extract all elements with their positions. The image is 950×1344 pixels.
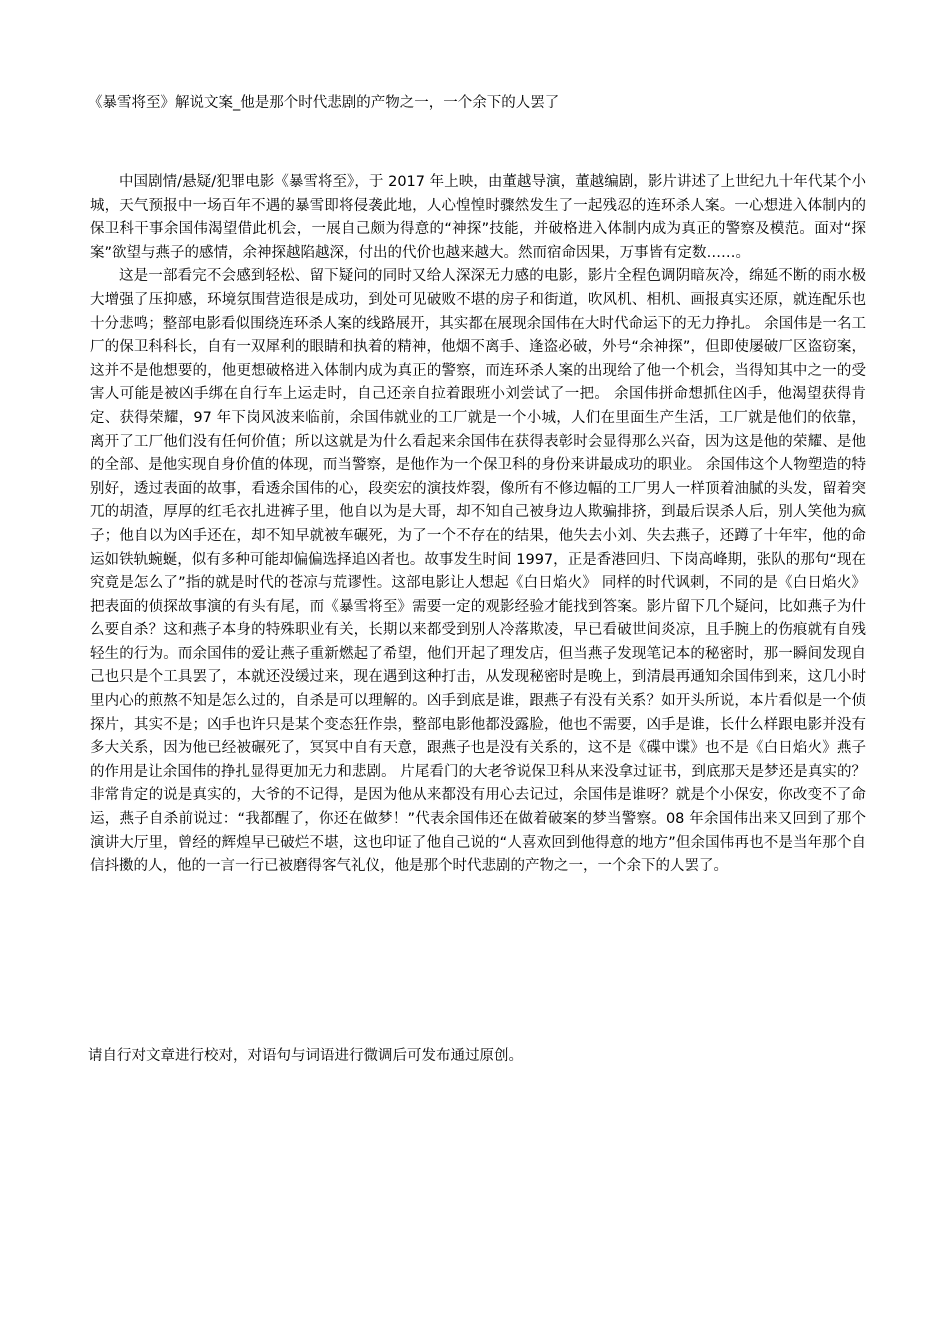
article-paragraph-review: 这是一部看完不会感到轻松、留下疑问的同时又给人深深无力感的电影，影片全程色调阴暗灰冷，绵延不断的雨水极大增强了压抑感，环境氛围营造很是成功，到处可见破败不堪的房子和街道，吹风机、相机、画报真实还原，就连配乐也十分悲鸣；整部电影看似围绕连环杀人案的线路展开，其实都在展现余国伟在大时代命运下的无力挣扎。 余国伟是一名工厂的保卫科科长，自有一双犀利的眼睛和执着的精神，他烟不离手、逢盗必破，外号“余神探”，但即使屡破厂区盗窃案，这并不是他想要的，他更想破格进入体制内成为真正的警察，而连环杀人案的出现给了他一个机会，当得知其中之一的受害人可能是被凶手绑在自行车上运走时，自己还亲自拉着跟班小刘尝试了一把。 余国伟拼命想抓住凶手，他渴望获得肯定、获得荣耀，97 年下岗风波来临前，余国伟就业的工厂就是一个小城，人们在里面生产生活，工厂就是他们的依靠，离开了工厂他们没有任何价值；所以这就是为什么看起来余国伟在获得表彰时会显得那么兴奋，因为这是他的荣耀、是他的全部、是他实现自身价值的体现，而当警察，是他作为一个保卫科的身份来讲最成功的职业。 余国伟这个人物塑造的特别好，透过表面的故事，看透余国伟的心，段奕宏的演技炸裂，像所有不修边幅的工厂男人一样顶着油腻的头发，留着突兀的胡渣，厚厚的红毛衣扎进裤子里，他自以为是大哥，却不知自己被身边人欺骗排挤，到最后误杀人后，别人笑他为疯子；他自以为凶手还在，却不知早就被车碾死，为了一个不存在的结果，他失去小刘、失去燕子，还蹲了十年牢，他的命运如铁轨蜿蜒，似有多种可能却偏偏选择追凶者也。故事发生时间 1997，正是香港回归、下岗高峰期，张队的那句“现在究竟是怎么了”指的就是时代的苍凉与荒谬性。这部电影让人想起《白日焰火》 同样的时代讽刺，不同的是《白日焰火》把表面的侦探故事演的有头有尾，而《暴雪将至》需要一定的观影经验才能找到答案。影片留下几个疑问，比如燕子为什么要自杀？这和燕子本身的特殊职业有关，长期以来都受到别人冷落欺凌，早已看破世间炎凉，且手腕上的伤痕就有自残轻生的行为。而余国伟的爱让燕子重新燃起了希望，他们开起了理发店，但当燕子发现笔记本的秘密时，那一瞬间发现自己也只是个工具罢了，本就还没缓过来，现在遇到这种打击，从发现秘密时是晚上，到清晨再通知余国伟到来，这几小时里内心的煎熬不知是怎么过的，自杀是可以理解的。凶手到底是谁，跟燕子有没有关系？如开头所说，本片看似是一个侦探片，其实不是；凶手也许只是某个变态狂作祟，整部电影他都没露脸，他也不需要，凶手是谁，长什么样跟电影并没有多大关系，因为他已经被碾死了，冥冥中自有天意，跟燕子也是没有关系的，这不是《碟中谍》也不是《白日焰火》燕子的作用是让余国伟的挣扎显得更加无力和悲剧。 片尾看门的大老爷说保卫科从来没拿过证书，到底那天是梦还是真实的？ 非常肯定的说是真实的，大爷的不记得，是因为他从来都没有用心去记过，余国伟是谁呀？就是个小保安，你改变不了命运，燕子自杀前说过：“我都醒了，你还在做梦！”代表余国伟还在做着破案的梦当警察。08 年余国伟出来又回到了那个演讲大厅里，曾经的辉煌早已破烂不堪，这也印证了他自己说的“人喜欢回到他得意的地方”但余国伟再也不是当年那个自信抖擞的人，他的一言一行已被磨得客气礼仪，他是那个时代悲剧的产物之一，一个余下的人罢了。 xyxy=(90,268,866,875)
article-body xyxy=(90,171,866,879)
document-title: 《暴雪将至》解说文案_他是那个时代悲剧的产物之一，一个余下的人罢了 xyxy=(88,95,560,111)
article-paragraph-intro: 中国剧情/悬疑/犯罪电影《暴雪将至》，于 2017 年上映，由董越导演，董越编剧，影片讲述了上世纪九十年代某个小城，天气预报中一场百年不遇的暴雪即将侵袭此地，人心惶惶时骤然发生了一起残忍的连环杀人案。一心想进入体制内的保卫科干事余国伟渴望借此机会，一展自己颇为得意的“神探”技能，并破格进入体制内成为真正的警察及模范。面对“探案”欲望与燕子的感情，余神探越陷越深，付出的代价也越来越大。然而宿命因果，万事皆有定数……。 xyxy=(90,174,866,261)
proofreading-note: 请自行对文章进行校对，对语句与词语进行微调后可发布通过原创。 xyxy=(88,1048,523,1064)
